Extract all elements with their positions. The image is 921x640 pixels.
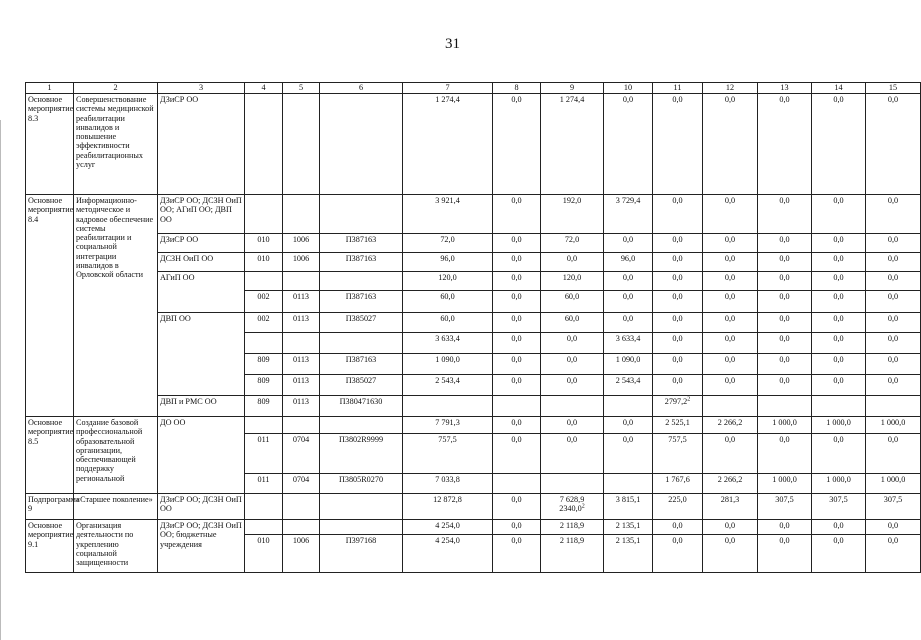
value-cell: 0,0 xyxy=(812,313,866,333)
header-cell: 15 xyxy=(866,83,921,94)
value-cell: 2 525,1 xyxy=(653,417,703,434)
value-cell: 0,0 xyxy=(493,520,541,535)
value-cell: 0,0 xyxy=(758,535,812,573)
value-cell: 1 000,0 xyxy=(758,417,812,434)
code-cell: П3802R9999 xyxy=(320,434,403,474)
code-cell xyxy=(283,520,320,535)
executor: ДВП ОО xyxy=(158,313,245,396)
code-cell: 0704 xyxy=(283,434,320,474)
value-cell: 3 633,4 xyxy=(604,333,653,354)
value-text: 2340,0 xyxy=(559,504,582,514)
value-cell xyxy=(541,494,604,520)
code-cell: 0704 xyxy=(283,474,320,494)
code-cell: 0113 xyxy=(283,396,320,417)
value-cell: 307,5 xyxy=(812,494,866,520)
code-cell: 1006 xyxy=(283,535,320,573)
measure-name: Основное мероприятие 9.1 xyxy=(26,520,74,573)
empty-cell xyxy=(245,94,283,195)
value-cell: 0,0 xyxy=(703,253,758,272)
executor: ДЗиСР ОО; ДСЗН ОиП ОО xyxy=(158,494,245,520)
value-cell: 0,0 xyxy=(653,354,703,375)
header-cell: 1 xyxy=(26,83,74,94)
code-cell: 010 xyxy=(245,535,283,573)
value-cell: 0,0 xyxy=(758,313,812,333)
value-cell: 0,0 xyxy=(758,195,812,234)
value-cell: 0,0 xyxy=(866,520,921,535)
value-cell: 0,0 xyxy=(812,535,866,573)
value-cell: 1 000,0 xyxy=(812,474,866,494)
value-cell: 0,0 xyxy=(703,195,758,234)
value-cell: 0,0 xyxy=(604,234,653,253)
footnote-mark: 2 xyxy=(581,503,585,510)
value-cell: 0,0 xyxy=(541,417,604,434)
value-cell: 0,0 xyxy=(812,253,866,272)
header-cell: 6 xyxy=(320,83,403,94)
code-cell xyxy=(245,272,283,291)
value-cell: 0,0 xyxy=(812,333,866,354)
value-cell: 225,0 xyxy=(653,494,703,520)
value-cell: 0,0 xyxy=(604,313,653,333)
value-cell: 1 090,0 xyxy=(604,354,653,375)
code-cell xyxy=(320,333,403,354)
value-cell: 120,0 xyxy=(541,272,604,291)
code-cell: 1006 xyxy=(283,253,320,272)
value-cell: 0,0 xyxy=(703,333,758,354)
value-cell: 0,0 xyxy=(604,94,653,195)
code-cell: 002 xyxy=(245,291,283,313)
value-cell: 0,0 xyxy=(493,494,541,520)
value-cell: 0,0 xyxy=(866,535,921,573)
value-cell: 0,0 xyxy=(541,434,604,474)
code-cell: 010 xyxy=(245,234,283,253)
value-text: 7 628,9 xyxy=(559,495,585,504)
code-cell: П3805R0270 xyxy=(320,474,403,494)
value-cell: 0,0 xyxy=(866,333,921,354)
value-cell: 0,0 xyxy=(812,272,866,291)
table-row xyxy=(26,520,921,535)
value-cell: 2 135,1 xyxy=(604,520,653,535)
header-cell: 13 xyxy=(758,83,812,94)
code-cell xyxy=(283,272,320,291)
code-cell: 809 xyxy=(245,354,283,375)
value-cell: 0,0 xyxy=(703,234,758,253)
value-cell: 0,0 xyxy=(653,195,703,234)
value-cell: 0,0 xyxy=(703,272,758,291)
value-cell: 0,0 xyxy=(703,434,758,474)
value-cell: 0,0 xyxy=(758,234,812,253)
header-cell: 9 xyxy=(541,83,604,94)
value-cell: 0,0 xyxy=(866,291,921,313)
code-cell: П397168 xyxy=(320,535,403,573)
code-cell: 809 xyxy=(245,375,283,396)
value-cell: 2 135,1 xyxy=(604,535,653,573)
value-cell xyxy=(541,474,604,494)
value-cell xyxy=(604,396,653,417)
value-cell: 0,0 xyxy=(493,94,541,195)
measure-name: Основное мероприятие 8.3 xyxy=(26,94,74,195)
value-cell: 0,0 xyxy=(703,354,758,375)
value-cell: 1 274,4 xyxy=(541,94,604,195)
value-cell: 0,0 xyxy=(493,234,541,253)
value-cell: 1 000,0 xyxy=(866,417,921,434)
value-cell: 72,0 xyxy=(403,234,493,253)
value-cell: 0,0 xyxy=(812,234,866,253)
value-cell: 307,5 xyxy=(866,494,921,520)
executor: ДЗиСР ОО xyxy=(158,234,245,253)
value-cell: 1 000,0 xyxy=(758,474,812,494)
value-cell: 3 815,1 xyxy=(604,494,653,520)
value-cell: 7 033,8 xyxy=(403,474,493,494)
value-cell: 0,0 xyxy=(866,234,921,253)
value-cell xyxy=(653,396,703,417)
executor: ДСЗН ОиП ОО xyxy=(158,253,245,272)
value-cell: 0,0 xyxy=(758,291,812,313)
value-cell: 0,0 xyxy=(653,272,703,291)
value-cell: 2 266,2 xyxy=(703,474,758,494)
value-cell: 60,0 xyxy=(403,313,493,333)
table-row xyxy=(26,417,921,434)
value-cell: 0,0 xyxy=(812,354,866,375)
header-cell: 3 xyxy=(158,83,245,94)
measure-description: Совершенствование системы медицинской реабилитации инвалидов и повышение эффективности реабилитационных услуг xyxy=(74,94,158,195)
value-cell: 1 274,4 xyxy=(403,94,493,195)
code-cell: 011 xyxy=(245,474,283,494)
code-cell: П387163 xyxy=(320,253,403,272)
code-cell: 010 xyxy=(245,253,283,272)
page-number: 31 xyxy=(445,36,460,52)
value-cell: 0,0 xyxy=(703,375,758,396)
code-cell: 0113 xyxy=(283,291,320,313)
value-cell: 1 000,0 xyxy=(866,474,921,494)
value-cell xyxy=(541,396,604,417)
value-text: 2797,2 xyxy=(664,397,688,406)
value-cell: 0,0 xyxy=(812,520,866,535)
value-cell xyxy=(493,474,541,494)
header-cell: 2 xyxy=(74,83,158,94)
value-cell: 7 791,3 xyxy=(403,417,493,434)
value-cell: 0,0 xyxy=(493,417,541,434)
code-cell xyxy=(245,195,283,234)
code-cell xyxy=(320,195,403,234)
code-cell: 011 xyxy=(245,434,283,474)
value-cell: 0,0 xyxy=(653,94,703,195)
value-cell: 0,0 xyxy=(758,94,812,195)
value-cell: 96,0 xyxy=(604,253,653,272)
table-row xyxy=(26,234,921,253)
code-cell xyxy=(283,417,320,434)
value-cell: 2 118,9 xyxy=(541,520,604,535)
code-cell xyxy=(320,272,403,291)
value-cell: 96,0 xyxy=(403,253,493,272)
header-cell: 14 xyxy=(812,83,866,94)
value-cell: 60,0 xyxy=(541,313,604,333)
value-cell: 0,0 xyxy=(653,520,703,535)
measure-name: Основное мероприятие 8.5 xyxy=(26,417,74,494)
value-cell: 2 118,9 xyxy=(541,535,604,573)
value-cell: 0,0 xyxy=(812,291,866,313)
executor: ДВП и РМС ОО xyxy=(158,396,245,417)
code-cell xyxy=(283,195,320,234)
code-cell: П380471630 xyxy=(320,396,403,417)
empty-cell xyxy=(245,494,283,520)
code-cell xyxy=(245,333,283,354)
value-cell: 307,5 xyxy=(758,494,812,520)
value-cell: 0,0 xyxy=(866,375,921,396)
executor: ДЗиСР ОО; ДСЗН ОиП ОО; АГиП ОО; ДВП ОО xyxy=(158,195,245,234)
value-cell: 72,0 xyxy=(541,234,604,253)
value-cell: 0,0 xyxy=(812,375,866,396)
value-cell: 2 543,4 xyxy=(604,375,653,396)
code-cell xyxy=(320,417,403,434)
value-cell: 0,0 xyxy=(703,535,758,573)
value-cell: 0,0 xyxy=(604,291,653,313)
value-cell: 0,0 xyxy=(541,333,604,354)
value-cell: 0,0 xyxy=(604,434,653,474)
value-cell: 0,0 xyxy=(493,195,541,234)
header-cell: 10 xyxy=(604,83,653,94)
value-cell: 0,0 xyxy=(866,253,921,272)
value-cell: 0,0 xyxy=(493,354,541,375)
value-cell: 0,0 xyxy=(653,333,703,354)
value-cell: 0,0 xyxy=(493,375,541,396)
header-cell: 4 xyxy=(245,83,283,94)
executor: ДЗиСР ОО; ДСЗН ОиП ОО; бюджетные учреждения xyxy=(158,520,245,573)
value-cell: 0,0 xyxy=(758,434,812,474)
code-cell: 0113 xyxy=(283,375,320,396)
table-row xyxy=(26,396,921,417)
value-cell: 0,0 xyxy=(703,94,758,195)
table-row xyxy=(26,253,921,272)
executor: ДЗиСР ОО xyxy=(158,94,245,195)
value-cell: 1 767,6 xyxy=(653,474,703,494)
code-cell: 0113 xyxy=(283,354,320,375)
value-cell: 0,0 xyxy=(653,375,703,396)
value-cell: 4 254,0 xyxy=(403,535,493,573)
value-cell: 0,0 xyxy=(653,234,703,253)
table-row xyxy=(26,494,921,520)
value-cell: 0,0 xyxy=(866,272,921,291)
value-cell: 0,0 xyxy=(758,520,812,535)
value-cell xyxy=(703,396,758,417)
value-cell: 2 266,2 xyxy=(703,417,758,434)
value-cell: 0,0 xyxy=(703,520,758,535)
code-cell: 1006 xyxy=(283,234,320,253)
measure-description: Информационно-методическое и кадровое обеспечение системы реабилитации и социальной интеграции инвалидов в Орловской области xyxy=(74,195,158,417)
value-cell: 0,0 xyxy=(866,313,921,333)
value-cell: 2 543,4 xyxy=(403,375,493,396)
code-cell: 0113 xyxy=(283,313,320,333)
value-cell: 192,0 xyxy=(541,195,604,234)
value-cell: 0,0 xyxy=(653,535,703,573)
value-cell: 60,0 xyxy=(403,291,493,313)
table-row xyxy=(26,94,921,195)
budget-table xyxy=(25,82,921,573)
value-cell: 12 872,8 xyxy=(403,494,493,520)
empty-cell xyxy=(320,494,403,520)
value-cell: 0,0 xyxy=(653,253,703,272)
value-cell: 0,0 xyxy=(493,535,541,573)
header-cell: 5 xyxy=(283,83,320,94)
value-cell: 0,0 xyxy=(541,253,604,272)
value-cell: 0,0 xyxy=(866,94,921,195)
code-cell: 002 xyxy=(245,313,283,333)
value-cell: 0,0 xyxy=(604,272,653,291)
empty-cell xyxy=(320,94,403,195)
value-cell: 0,0 xyxy=(812,195,866,234)
value-cell xyxy=(812,396,866,417)
code-cell xyxy=(320,520,403,535)
value-cell xyxy=(758,396,812,417)
header-cell: 12 xyxy=(703,83,758,94)
value-cell: 60,0 xyxy=(541,291,604,313)
code-cell: П387163 xyxy=(320,291,403,313)
header-cell: 8 xyxy=(493,83,541,94)
value-cell: 0,0 xyxy=(493,272,541,291)
value-cell: 281,3 xyxy=(703,494,758,520)
value-cell: 757,5 xyxy=(403,434,493,474)
table-row xyxy=(26,272,921,291)
value-cell: 0,0 xyxy=(493,291,541,313)
value-cell: 0,0 xyxy=(653,313,703,333)
value-cell: 0,0 xyxy=(866,354,921,375)
header-cell: 11 xyxy=(653,83,703,94)
code-cell xyxy=(283,333,320,354)
table-row xyxy=(26,313,921,333)
value-cell: 0,0 xyxy=(812,94,866,195)
value-cell: 3 729,4 xyxy=(604,195,653,234)
value-cell: 120,0 xyxy=(403,272,493,291)
measure-description: «Старшее поколение» xyxy=(74,494,158,520)
code-cell xyxy=(245,520,283,535)
scan-edge-line xyxy=(0,120,1,640)
value-cell: 0,0 xyxy=(493,253,541,272)
measure-description: Создание базовой профессиональной образовательной организации, обеспечивающей поддержку региональной xyxy=(74,417,158,494)
value-cell: 0,0 xyxy=(758,333,812,354)
value-cell: 0,0 xyxy=(703,313,758,333)
header-row xyxy=(26,83,921,94)
value-cell: 0,0 xyxy=(493,313,541,333)
measure-name: Основное мероприятие 8.4 xyxy=(26,195,74,417)
code-cell: П387163 xyxy=(320,354,403,375)
empty-cell xyxy=(283,494,320,520)
code-cell xyxy=(245,417,283,434)
executor: АГиП ОО xyxy=(158,272,245,313)
code-cell: 809 xyxy=(245,396,283,417)
value-cell: 0,0 xyxy=(653,291,703,313)
value-cell: 1 000,0 xyxy=(812,417,866,434)
measure-description: Организация деятельности по укреплению социальной защищенности xyxy=(74,520,158,573)
code-cell: П387163 xyxy=(320,234,403,253)
value-cell: 0,0 xyxy=(758,272,812,291)
table-row xyxy=(26,195,921,234)
value-cell: 0,0 xyxy=(541,375,604,396)
executor: ДО ОО xyxy=(158,417,245,494)
value-cell: 0,0 xyxy=(812,434,866,474)
value-cell: 757,5 xyxy=(653,434,703,474)
value-cell: 1 090,0 xyxy=(403,354,493,375)
value-cell xyxy=(493,396,541,417)
value-cell: 3 921,4 xyxy=(403,195,493,234)
value-cell: 0,0 xyxy=(758,354,812,375)
value-cell: 0,0 xyxy=(758,253,812,272)
footnote-mark: 2 xyxy=(687,396,691,403)
value-cell: 0,0 xyxy=(604,417,653,434)
value-cell: 0,0 xyxy=(758,375,812,396)
value-cell: 0,0 xyxy=(866,195,921,234)
value-cell: 0,0 xyxy=(703,291,758,313)
value-cell: 0,0 xyxy=(493,333,541,354)
value-cell: 0,0 xyxy=(541,354,604,375)
value-cell: 0,0 xyxy=(866,434,921,474)
value-cell xyxy=(403,396,493,417)
value-cell: 3 633,4 xyxy=(403,333,493,354)
value-cell xyxy=(604,474,653,494)
empty-cell xyxy=(283,94,320,195)
header-cell: 7 xyxy=(403,83,493,94)
code-cell: П385027 xyxy=(320,375,403,396)
value-cell: 4 254,0 xyxy=(403,520,493,535)
value-cell xyxy=(866,396,921,417)
code-cell: П385027 xyxy=(320,313,403,333)
measure-name: Подпрограмма 9 xyxy=(26,494,74,520)
value-cell: 0,0 xyxy=(493,434,541,474)
